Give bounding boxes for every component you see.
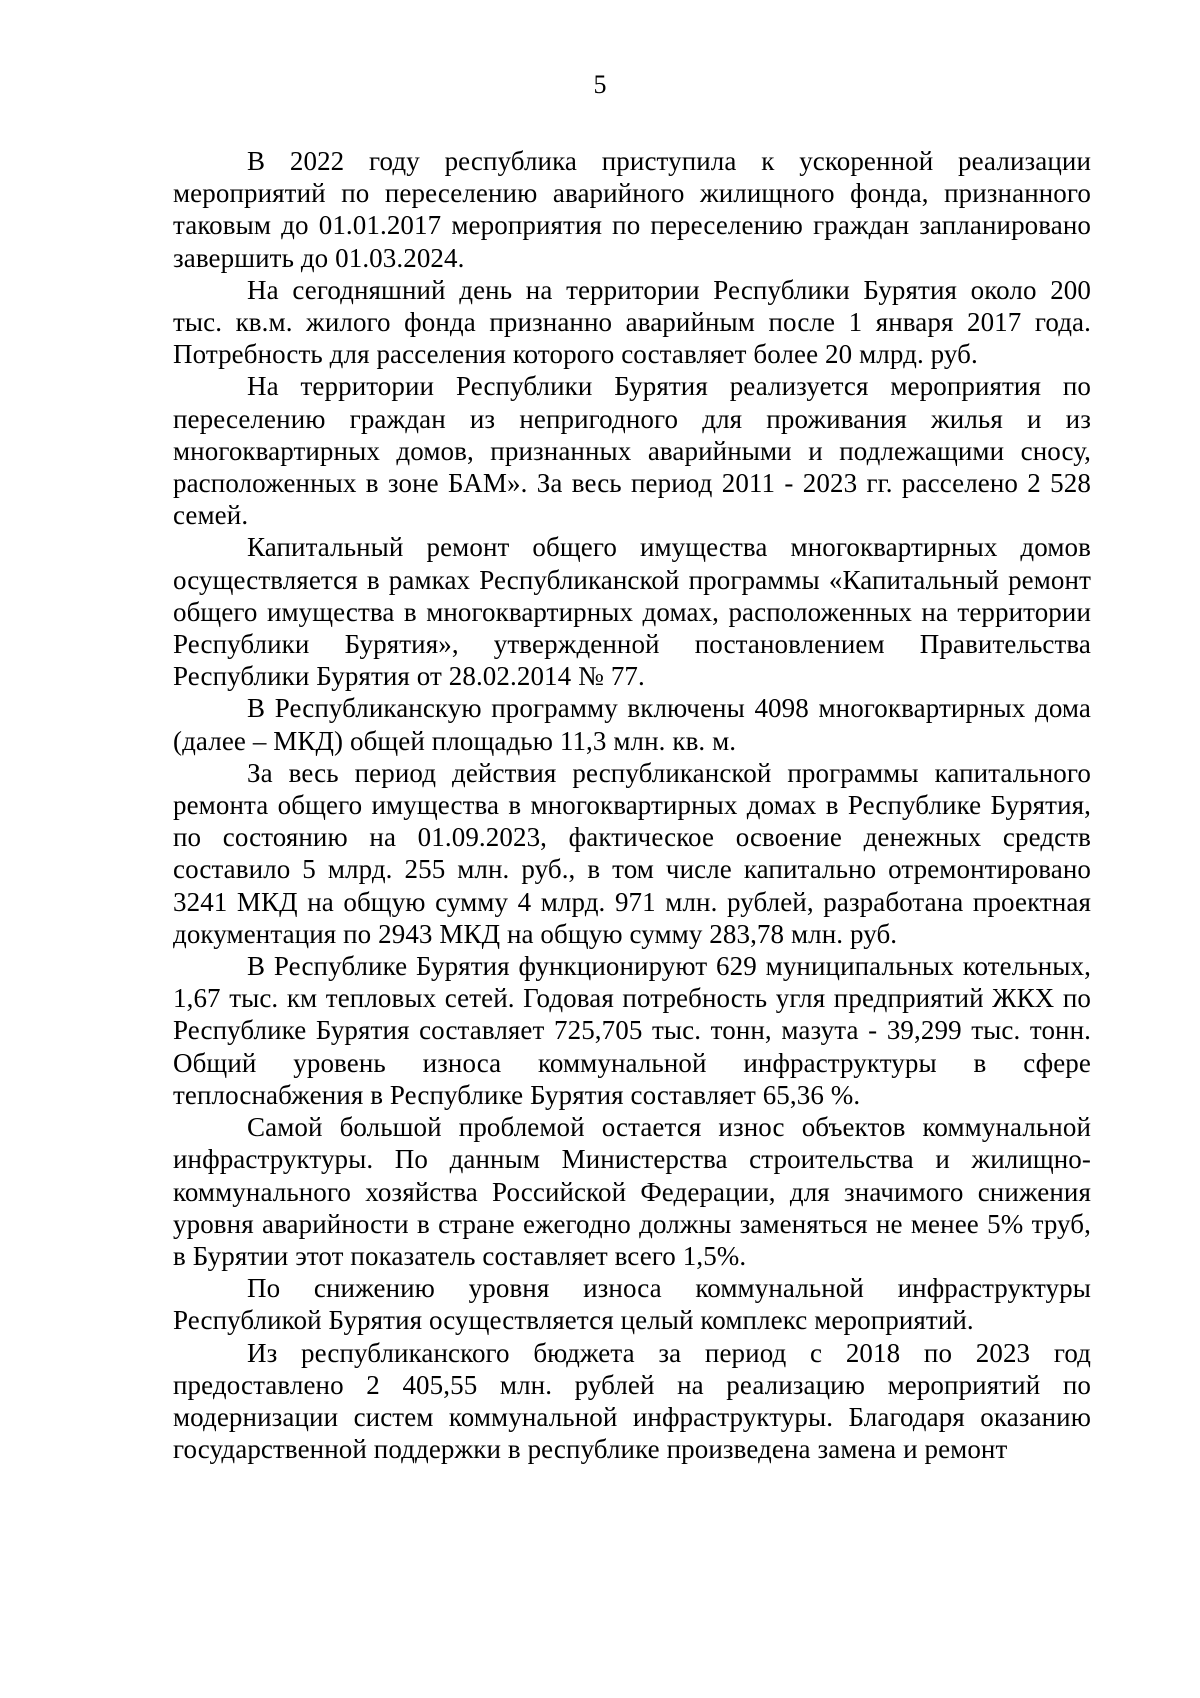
paragraph-capital-repair-program: Капитальный ремонт общего имущества многоквартирных домов осуществляется в рамках Республиканской программы «Капитальный ремонт общего имущества в многоквартирных домах, расположенных на территории Республики Бурятия», утвержденной постановлением Правительства Республики Бурятия от 28.02.2014 № 77. bbox=[173, 532, 1091, 692]
paragraph-measures: По снижению уровня износа коммунальной инфраструктуры Республикой Бурятия осуществляется целый комплекс мероприятий. bbox=[173, 1273, 1091, 1336]
document-body bbox=[173, 145, 1091, 1465]
paragraph-program-scope: В Республиканскую программу включены 4098 многоквартирных дома (далее – МКД) общей площадью 11,3 млн. кв. м. bbox=[173, 693, 1091, 756]
paragraph-infrastructure-wear: Самой большой проблемой остается износ объектов коммунальной инфраструктуры. По данным Министерства строительства и жилищно-коммунального хозяйства Российской Федерации, для значимого снижения уровня аварийности в стране ежегодно должны заменяться не менее 5% труб, в Бурятии этот показатель составляет всего 1,5%. bbox=[173, 1112, 1091, 1271]
paragraph-boiler-houses: В Республике Бурятия функционируют 629 муниципальных котельных, 1,67 тыс. км тепловых сетей. Годовая потребность угля предприятий ЖКХ по Республике Бурятия составляет 725,705 тыс. тонн, мазута - 39,299 тыс. тонн. Общий уровень износа коммунальной инфраструктуры в сфере теплоснабжения в Республике Бурятия составляет 65,36 %. bbox=[173, 951, 1091, 1110]
page-number: 5 bbox=[593, 70, 607, 99]
paragraph-program-results: За весь период действия республиканской программы капитального ремонта общего имущества в многоквартирных домах в Республике Бурятия, по состоянию на 01.09.2023, фактическое освоение денежных средств составило 5 млрд. 255 млн. руб., в том числе капитально отремонтировано 3241 МКД на общую сумму 4 млрд. 971 млн. рублей, разработана проектная документация по 2943 МКД на общую сумму 283,78 млн. руб. bbox=[173, 757, 1091, 949]
paragraph-budget-funding: Из республиканского бюджета за период с 2018 по 2023 год предоставлено 2 405,55 млн. рублей на реализацию мероприятий по модернизации систем коммунальной инфраструктуры. Благодаря оказанию государственной поддержки в республике произведена замена и ремонт bbox=[173, 1337, 1091, 1465]
paragraph-resettlement-2022: В 2022 году республика приступила к ускоренной реализации мероприятий по переселению аварийного жилищного фонда, признанного таковым до 01.01.2017 мероприятия по переселению граждан запланировано завершить до 01.03.2024. bbox=[173, 146, 1091, 273]
paragraph-bam-zone: На территории Республики Бурятия реализуется мероприятия по переселению граждан из непригодного для проживания жилья и из многоквартирных домов, признанных аварийными и подлежащими сносу, расположенных в зоне БАМ». За весь период 2011 - 2023 гг. расселено 2 528 семей. bbox=[173, 371, 1091, 531]
paragraph-emergency-housing: На сегодняшний день на территории Республики Бурятия около 200 тыс. кв.м. жилого фонда признанно аварийным после 1 января 2017 года. Потребность для расселения которого составляет более 20 млрд. руб. bbox=[173, 274, 1091, 370]
